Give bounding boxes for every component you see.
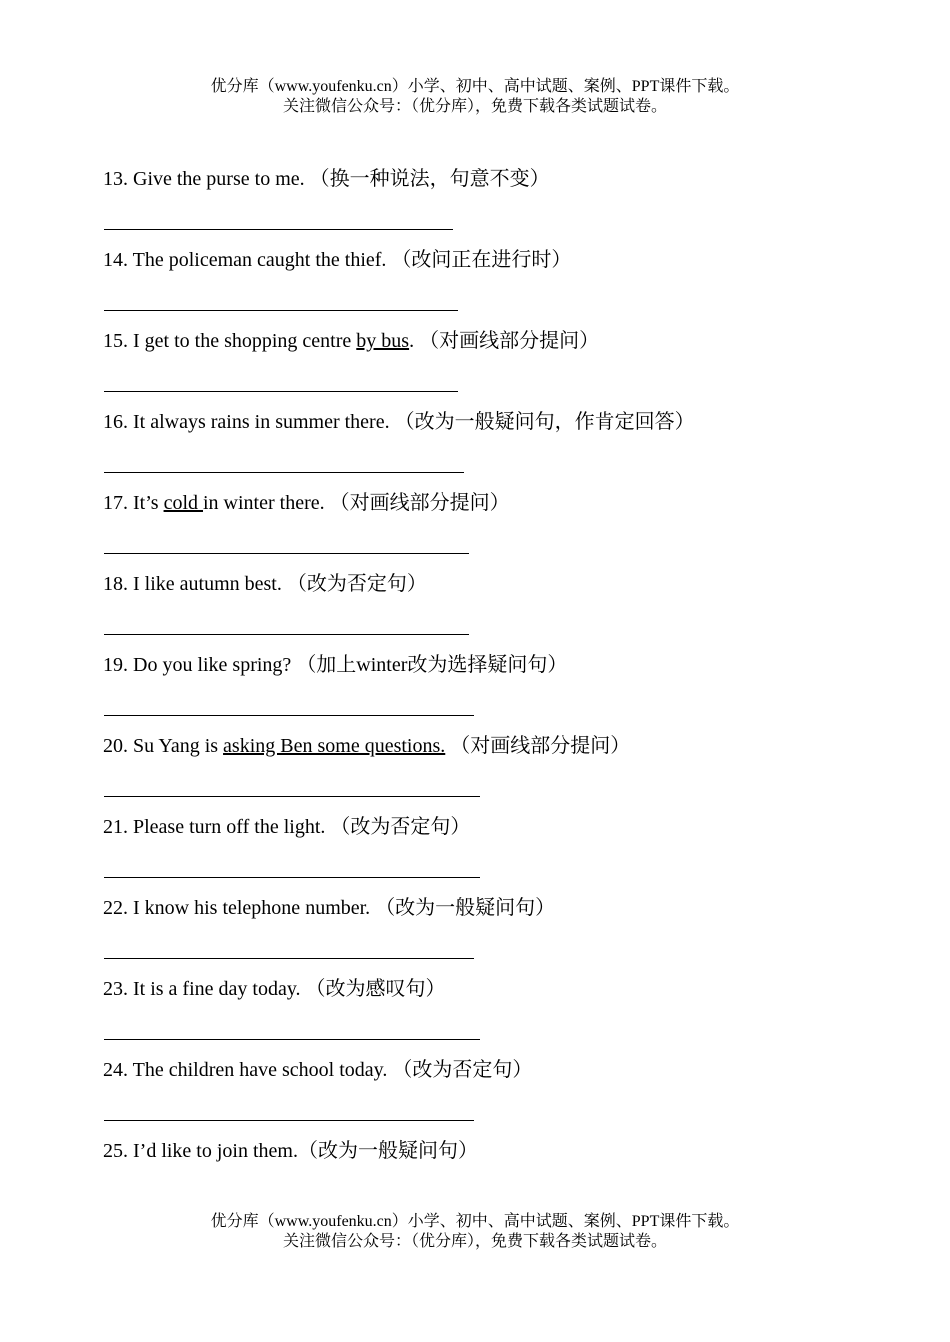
page-footer bbox=[0, 1212, 950, 1252]
question-underlined-part: asking Ben some questions. bbox=[223, 735, 446, 757]
question-instruction: （改为感叹句） bbox=[305, 978, 446, 1000]
answer-line-14[interactable] bbox=[104, 310, 458, 311]
question-text: 20. Su Yang is bbox=[103, 735, 224, 757]
question-instruction: （对画线部分提问） bbox=[419, 330, 600, 352]
question-15 bbox=[103, 329, 599, 353]
question-text: 16. It always rains in summer there. bbox=[103, 411, 395, 433]
question-18 bbox=[103, 572, 427, 596]
answer-line-15[interactable] bbox=[104, 391, 458, 392]
question-text: 22. I know his telephone number. bbox=[103, 897, 376, 919]
question-underlined-part: cold bbox=[163, 492, 203, 514]
question-text: 17. It’s bbox=[103, 492, 164, 514]
question-21 bbox=[103, 815, 470, 839]
question-instruction: （改为一般疑问句，作肯定回答） bbox=[394, 411, 695, 433]
answer-line-23[interactable] bbox=[104, 1039, 480, 1040]
answer-line-17[interactable] bbox=[104, 553, 469, 554]
question-text: 19. Do you like spring? bbox=[103, 654, 297, 676]
question-14 bbox=[103, 248, 571, 272]
footer-line-2: 关注微信公众号：（优分库），免费下载各类试题试卷。 bbox=[282, 1233, 667, 1250]
question-text: 24. The children have school today. bbox=[103, 1059, 393, 1081]
answer-line-20[interactable] bbox=[104, 796, 480, 797]
header-line-1: 优分库（www.youfenku.cn）小学、初中、高中试题、案例、PPT课件下载。 bbox=[210, 78, 740, 95]
question-text: 23. It is a fine day today. bbox=[103, 978, 306, 1000]
question-20 bbox=[103, 734, 630, 758]
answer-line-21[interactable] bbox=[104, 877, 480, 878]
question-instruction: （改为否定句） bbox=[392, 1059, 533, 1081]
header-line-2: 关注微信公众号：（优分库），免费下载各类试题试卷。 bbox=[282, 98, 667, 115]
question-16 bbox=[103, 410, 695, 434]
question-text: 21. Please turn off the light. bbox=[103, 816, 331, 838]
question-instruction: （对画线部分提问） bbox=[329, 492, 510, 514]
question-19 bbox=[103, 653, 567, 677]
question-25 bbox=[103, 1139, 478, 1163]
answer-line-24[interactable] bbox=[104, 1120, 474, 1121]
question-text-tail: in winter there. bbox=[203, 492, 330, 514]
question-23 bbox=[103, 977, 446, 1001]
question-instruction: （改为否定句） bbox=[286, 573, 427, 595]
question-22 bbox=[103, 896, 555, 920]
question-text: 18. I like autumn best. bbox=[103, 573, 287, 595]
question-instruction: （改问正在进行时） bbox=[391, 249, 572, 271]
question-underlined-part: by bus bbox=[356, 330, 410, 352]
question-instruction: （改为否定句） bbox=[330, 816, 471, 838]
answer-line-19[interactable] bbox=[104, 715, 474, 716]
question-instruction: （改为一般疑问句） bbox=[297, 1140, 478, 1162]
answer-line-18[interactable] bbox=[104, 634, 469, 635]
answer-line-22[interactable] bbox=[104, 958, 474, 959]
question-text: 25. I’d like to join them. bbox=[103, 1140, 298, 1162]
question-text: 15. I get to the shopping centre bbox=[103, 330, 357, 352]
question-24 bbox=[103, 1058, 532, 1082]
question-instruction: （换一种说法，句意不变） bbox=[309, 168, 550, 190]
question-instruction: （加上winter改为选择疑问句） bbox=[296, 654, 568, 676]
question-17 bbox=[103, 491, 510, 515]
answer-line-13[interactable] bbox=[104, 229, 453, 230]
question-13 bbox=[103, 167, 550, 191]
question-text: 13. Give the purse to me. bbox=[103, 168, 310, 190]
question-text: 14. The policeman caught the thief. bbox=[103, 249, 392, 271]
page-header bbox=[0, 77, 950, 117]
question-instruction: （对画线部分提问） bbox=[450, 735, 631, 757]
footer-line-1: 优分库（www.youfenku.cn）小学、初中、高中试题、案例、PPT课件下载。 bbox=[210, 1213, 740, 1230]
question-instruction: （改为一般疑问句） bbox=[375, 897, 556, 919]
answer-line-16[interactable] bbox=[104, 472, 464, 473]
question-text-tail: . bbox=[409, 330, 420, 352]
